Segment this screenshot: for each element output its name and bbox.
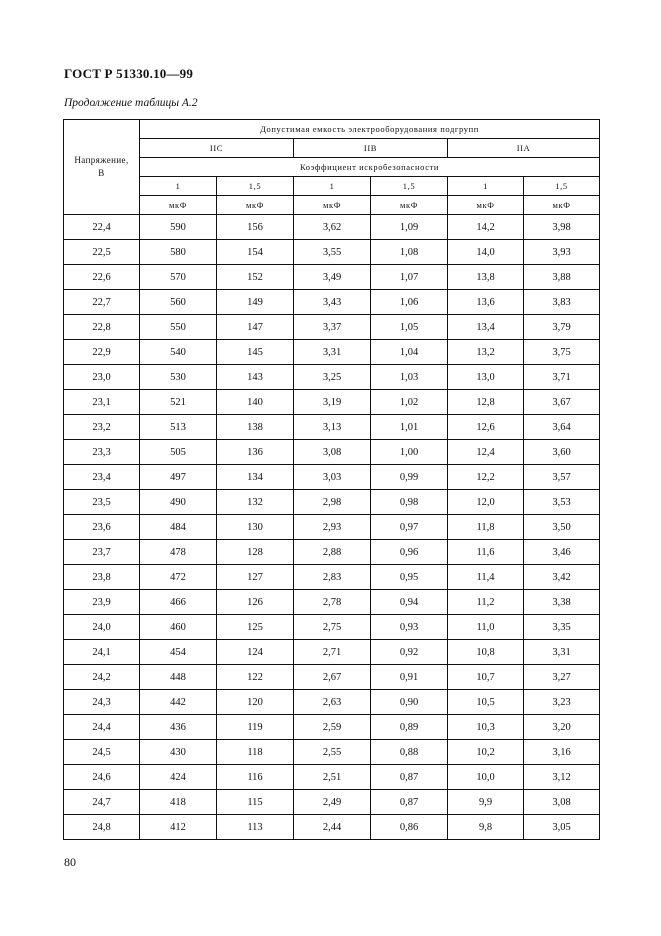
table-row	[64, 640, 600, 665]
table-row	[64, 490, 600, 515]
capacity-cell: 1,09	[371, 215, 448, 240]
capacity-cell: 11,2	[448, 590, 524, 615]
capacity-cell: 2,63	[294, 690, 371, 715]
capacity-cell: 478	[140, 540, 217, 565]
capacity-cell: 460	[140, 615, 217, 640]
capacity-cell: 10,0	[448, 765, 524, 790]
capacity-cell: 540	[140, 340, 217, 365]
capacity-cell: 2,75	[294, 615, 371, 640]
capacity-cell: 143	[217, 365, 294, 390]
voltage-label: Напряжение,	[74, 155, 129, 165]
capacity-cell: 3,43	[294, 290, 371, 315]
capacity-cell: 156	[217, 215, 294, 240]
unit-label: мкФ	[217, 196, 294, 215]
voltage-cell: 24,1	[64, 640, 140, 665]
capacity-cell: 3,60	[524, 440, 600, 465]
capacitance-table	[63, 119, 600, 840]
capacity-cell: 2,59	[294, 715, 371, 740]
voltage-cell: 24,2	[64, 665, 140, 690]
capacity-cell: 2,67	[294, 665, 371, 690]
capacity-cell: 11,8	[448, 515, 524, 540]
capacity-cell: 0,88	[371, 740, 448, 765]
voltage-cell: 24,5	[64, 740, 140, 765]
capacity-cell: 126	[217, 590, 294, 615]
capacity-cell: 0,97	[371, 515, 448, 540]
capacity-cell: 1,08	[371, 240, 448, 265]
capacity-cell: 560	[140, 290, 217, 315]
unit-label: мкФ	[371, 196, 448, 215]
capacity-cell: 448	[140, 665, 217, 690]
voltage-cell: 23,4	[64, 465, 140, 490]
voltage-unit: В	[98, 168, 105, 178]
capacity-cell: 13,8	[448, 265, 524, 290]
capacity-cell: 0,91	[371, 665, 448, 690]
capacity-cell: 418	[140, 790, 217, 815]
capacity-cell: 9,8	[448, 815, 524, 840]
capacity-cell: 3,38	[524, 590, 600, 615]
capacity-cell: 145	[217, 340, 294, 365]
table-row	[64, 440, 600, 465]
capacity-cell: 2,88	[294, 540, 371, 565]
voltage-cell: 24,3	[64, 690, 140, 715]
capacity-cell: 0,95	[371, 565, 448, 590]
capacity-cell: 521	[140, 390, 217, 415]
capacity-cell: 3,53	[524, 490, 600, 515]
voltage-cell: 24,7	[64, 790, 140, 815]
capacity-cell: 115	[217, 790, 294, 815]
capacity-cell: 3,57	[524, 465, 600, 490]
capacity-cell: 0,89	[371, 715, 448, 740]
subgroup-iib: IIB	[294, 139, 448, 158]
capacity-cell: 14,2	[448, 215, 524, 240]
capacity-cell: 0,90	[371, 690, 448, 715]
voltage-cell: 24,4	[64, 715, 140, 740]
capacity-cell: 472	[140, 565, 217, 590]
capacity-cell: 442	[140, 690, 217, 715]
coefficient-value: 1,5	[524, 177, 600, 196]
capacity-cell: 2,49	[294, 790, 371, 815]
table-row	[64, 515, 600, 540]
capacity-cell: 10,5	[448, 690, 524, 715]
voltage-cell: 24,0	[64, 615, 140, 640]
capacity-cell: 3,67	[524, 390, 600, 415]
voltage-cell: 22,5	[64, 240, 140, 265]
capacity-cell: 3,93	[524, 240, 600, 265]
coefficient-value: 1	[294, 177, 371, 196]
capacity-cell: 120	[217, 690, 294, 715]
capacity-cell: 2,44	[294, 815, 371, 840]
capacity-cell: 0,92	[371, 640, 448, 665]
coefficient-header: Коэффициент искробезопасности	[140, 158, 600, 177]
capacity-cell: 3,16	[524, 740, 600, 765]
capacity-cell: 11,6	[448, 540, 524, 565]
capacity-cell: 0,99	[371, 465, 448, 490]
capacity-cell: 497	[140, 465, 217, 490]
capacity-cell: 3,49	[294, 265, 371, 290]
capacity-cell: 13,0	[448, 365, 524, 390]
capacity-cell: 11,0	[448, 615, 524, 640]
capacity-cell: 412	[140, 815, 217, 840]
capacity-cell: 1,04	[371, 340, 448, 365]
capacity-cell: 3,37	[294, 315, 371, 340]
table-row	[64, 215, 600, 240]
capacity-cell: 1,05	[371, 315, 448, 340]
capacity-cell: 154	[217, 240, 294, 265]
capacity-cell: 134	[217, 465, 294, 490]
table-row	[64, 590, 600, 615]
capacity-cell: 505	[140, 440, 217, 465]
capacity-cell: 2,71	[294, 640, 371, 665]
capacity-cell: 3,71	[524, 365, 600, 390]
capacity-cell: 0,93	[371, 615, 448, 640]
voltage-cell: 23,2	[64, 415, 140, 440]
voltage-cell: 24,8	[64, 815, 140, 840]
unit-label: мкФ	[140, 196, 217, 215]
capacity-cell: 3,27	[524, 665, 600, 690]
capacity-cell: 3,31	[524, 640, 600, 665]
table-row	[64, 565, 600, 590]
voltage-cell: 23,6	[64, 515, 140, 540]
voltage-cell: 22,7	[64, 290, 140, 315]
capacity-cell: 550	[140, 315, 217, 340]
capacity-cell: 3,08	[524, 790, 600, 815]
capacity-cell: 0,96	[371, 540, 448, 565]
capacity-cell: 118	[217, 740, 294, 765]
capacity-cell: 0,87	[371, 790, 448, 815]
voltage-cell: 22,6	[64, 265, 140, 290]
capacity-cell: 424	[140, 765, 217, 790]
capacity-cell: 3,35	[524, 615, 600, 640]
capacity-cell: 10,3	[448, 715, 524, 740]
capacity-cell: 125	[217, 615, 294, 640]
table-caption: Продолжение таблицы А.2	[64, 97, 198, 109]
voltage-cell: 23,0	[64, 365, 140, 390]
capacity-cell: 2,51	[294, 765, 371, 790]
capacity-cell: 3,12	[524, 765, 600, 790]
capacity-cell: 12,0	[448, 490, 524, 515]
capacity-cell: 570	[140, 265, 217, 290]
capacity-cell: 2,98	[294, 490, 371, 515]
table-row	[64, 290, 600, 315]
subgroup-iic: IIC	[140, 139, 294, 158]
capacity-cell: 436	[140, 715, 217, 740]
unit-label: мкФ	[294, 196, 371, 215]
capacity-cell: 1,02	[371, 390, 448, 415]
capacity-cell: 3,03	[294, 465, 371, 490]
capacity-cell: 3,42	[524, 565, 600, 590]
capacity-cell: 484	[140, 515, 217, 540]
capacity-cell: 3,55	[294, 240, 371, 265]
subgroup-iia: IIA	[448, 139, 600, 158]
capacity-cell: 3,98	[524, 215, 600, 240]
capacity-cell: 12,6	[448, 415, 524, 440]
capacity-cell: 13,2	[448, 340, 524, 365]
capacity-cell: 12,4	[448, 440, 524, 465]
table-row	[64, 715, 600, 740]
capacity-cell: 580	[140, 240, 217, 265]
capacity-cell: 1,01	[371, 415, 448, 440]
capacity-cell: 9,9	[448, 790, 524, 815]
capacity-cell: 2,78	[294, 590, 371, 615]
capacity-cell: 3,05	[524, 815, 600, 840]
capacity-cell: 0,86	[371, 815, 448, 840]
capacity-cell: 3,13	[294, 415, 371, 440]
voltage-cell: 23,5	[64, 490, 140, 515]
capacity-cell: 116	[217, 765, 294, 790]
table-row	[64, 815, 600, 840]
coefficient-value: 1,5	[217, 177, 294, 196]
page-number: 80	[64, 855, 76, 869]
table-row	[64, 365, 600, 390]
document-header: ГОСТ Р 51330.10—99	[64, 66, 194, 81]
capacity-cell: 2,55	[294, 740, 371, 765]
capacity-cell: 124	[217, 640, 294, 665]
voltage-cell: 24,6	[64, 765, 140, 790]
capacity-cell: 3,79	[524, 315, 600, 340]
capacity-cell: 3,88	[524, 265, 600, 290]
table-row	[64, 665, 600, 690]
coefficient-value: 1	[448, 177, 524, 196]
capacity-cell: 3,20	[524, 715, 600, 740]
capacity-cell: 119	[217, 715, 294, 740]
table-row	[64, 790, 600, 815]
capacity-cell: 147	[217, 315, 294, 340]
capacity-cell: 3,75	[524, 340, 600, 365]
capacity-cell: 3,31	[294, 340, 371, 365]
coefficient-value: 1	[140, 177, 217, 196]
table-row	[64, 690, 600, 715]
table-row	[64, 240, 600, 265]
table-row	[64, 340, 600, 365]
capacity-cell: 13,6	[448, 290, 524, 315]
table-row	[64, 765, 600, 790]
capacity-cell: 132	[217, 490, 294, 515]
capacity-cell: 3,62	[294, 215, 371, 240]
table-row	[64, 390, 600, 415]
voltage-cell: 23,8	[64, 565, 140, 590]
capacity-cell: 3,83	[524, 290, 600, 315]
capacity-cell: 136	[217, 440, 294, 465]
capacity-cell: 3,50	[524, 515, 600, 540]
capacity-cell: 3,19	[294, 390, 371, 415]
table-row	[64, 465, 600, 490]
voltage-cell: 23,1	[64, 390, 140, 415]
capacity-cell: 513	[140, 415, 217, 440]
capacity-cell: 140	[217, 390, 294, 415]
capacity-cell: 0,94	[371, 590, 448, 615]
capacity-cell: 10,2	[448, 740, 524, 765]
capacity-cell: 0,87	[371, 765, 448, 790]
voltage-column-header	[64, 120, 140, 215]
capacity-cell: 10,8	[448, 640, 524, 665]
capacity-cell: 466	[140, 590, 217, 615]
table-body	[64, 215, 600, 840]
table-row	[64, 415, 600, 440]
table-row	[64, 615, 600, 640]
capacity-cell: 490	[140, 490, 217, 515]
capacity-cell: 138	[217, 415, 294, 440]
voltage-cell: 22,9	[64, 340, 140, 365]
voltage-cell: 22,4	[64, 215, 140, 240]
voltage-cell: 22,8	[64, 315, 140, 340]
coefficient-value: 1,5	[371, 177, 448, 196]
capacity-cell: 1,00	[371, 440, 448, 465]
capacity-cell: 430	[140, 740, 217, 765]
capacity-cell: 530	[140, 365, 217, 390]
capacity-cell: 128	[217, 540, 294, 565]
capacity-cell: 3,23	[524, 690, 600, 715]
voltage-cell: 23,9	[64, 590, 140, 615]
table-row	[64, 315, 600, 340]
capacity-cell: 3,25	[294, 365, 371, 390]
table-row	[64, 740, 600, 765]
unit-label: мкФ	[448, 196, 524, 215]
unit-label: мкФ	[524, 196, 600, 215]
capacity-cell: 2,93	[294, 515, 371, 540]
voltage-cell: 23,3	[64, 440, 140, 465]
capacity-cell: 0,98	[371, 490, 448, 515]
capacity-cell: 12,2	[448, 465, 524, 490]
capacity-cell: 10,7	[448, 665, 524, 690]
capacity-cell: 152	[217, 265, 294, 290]
capacity-cell: 12,8	[448, 390, 524, 415]
capacity-cell: 590	[140, 215, 217, 240]
capacity-cell: 122	[217, 665, 294, 690]
capacity-cell: 11,4	[448, 565, 524, 590]
capacity-cell: 3,08	[294, 440, 371, 465]
capacity-cell: 1,03	[371, 365, 448, 390]
capacity-cell: 1,07	[371, 265, 448, 290]
capacity-header: Допустимая емкость электрооборудования подгрупп	[140, 120, 600, 139]
capacity-cell: 1,06	[371, 290, 448, 315]
capacity-cell: 130	[217, 515, 294, 540]
table-row	[64, 540, 600, 565]
capacity-cell: 3,46	[524, 540, 600, 565]
capacity-cell: 113	[217, 815, 294, 840]
capacity-cell: 13,4	[448, 315, 524, 340]
capacity-cell: 14,0	[448, 240, 524, 265]
voltage-cell: 23,7	[64, 540, 140, 565]
table-row	[64, 265, 600, 290]
capacity-cell: 2,83	[294, 565, 371, 590]
capacity-cell: 3,64	[524, 415, 600, 440]
capacity-cell: 127	[217, 565, 294, 590]
capacity-cell: 454	[140, 640, 217, 665]
capacity-cell: 149	[217, 290, 294, 315]
